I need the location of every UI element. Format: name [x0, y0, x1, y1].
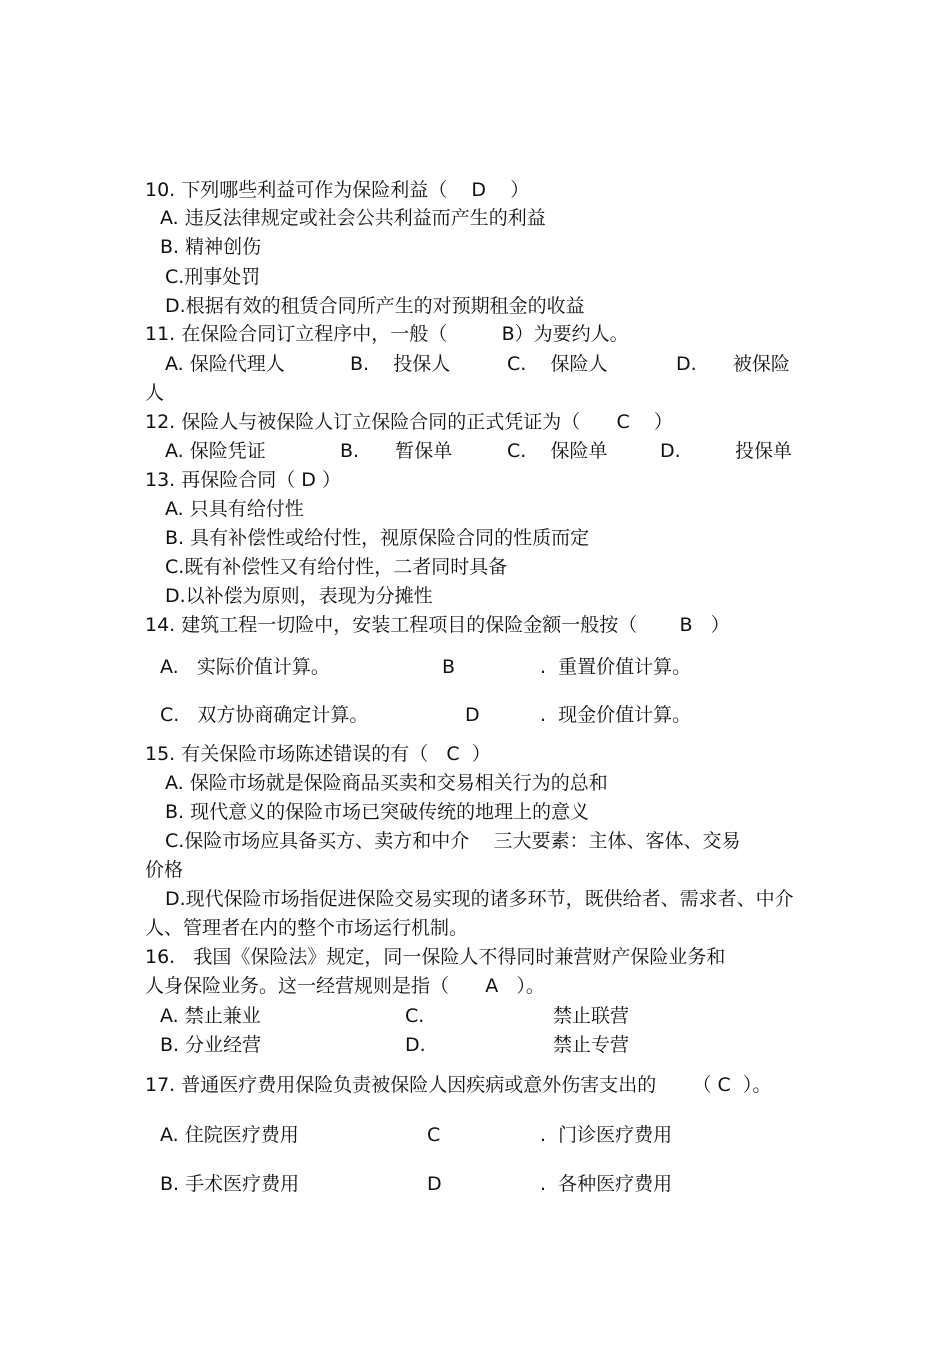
q10-option-c: C.刑事处罚	[165, 266, 261, 288]
q13-option-a: A. 只具有给付性	[165, 498, 304, 520]
q16-stem-continuation: 人身保险业务。这一经营规则是指（ A ）。	[145, 975, 545, 997]
q14-option-d: . 现金价值计算。	[540, 704, 692, 726]
q17-option-d: . 各种医疗费用	[540, 1173, 673, 1195]
q10-option-d: D.根据有效的租赁合同所产生的对预期租金的收益	[165, 295, 585, 317]
q17-option-c: . 门诊医疗费用	[540, 1124, 673, 1146]
q12-option-c: C. 保险单	[507, 440, 608, 462]
q13-option-d: D.以补偿为原则，表现为分摊性	[165, 585, 433, 607]
q16-option-d-letter: D.	[405, 1034, 426, 1056]
q12-option-a: A. 保险凭证	[165, 440, 266, 462]
q16-option-a: A. 禁止兼业	[160, 1005, 261, 1027]
q15-option-a: A. 保险市场就是保险商品买卖和交易相关行为的总和	[165, 772, 608, 794]
q11-option-c: C. 保险人	[507, 353, 608, 375]
q11-option-a: A. 保险代理人	[165, 353, 285, 375]
q10-option-b: B. 精神创伤	[160, 236, 262, 258]
q12-option-b: B. 暂保单	[340, 440, 453, 462]
q17-option-a: A. 住院医疗费用	[160, 1124, 299, 1146]
q15-option-c-continuation: 价格	[145, 859, 184, 881]
q11-option-d: D. 被保险	[676, 353, 790, 375]
q17-option-b: B. 手术医疗费用	[160, 1173, 300, 1195]
q14-option-b-letter: B	[442, 656, 456, 678]
q10-option-a: A. 违反法律规定或社会公共利益而产生的利益	[160, 207, 546, 229]
q15-stem: 15. 有关保险市场陈述错误的有（ C ）	[145, 743, 491, 765]
q13-option-c: C.既有补偿性又有给付性，二者同时具备	[165, 556, 508, 578]
q14-option-a: A. 实际价值计算。	[160, 656, 330, 678]
q14-option-c: C. 双方协商确定计算。	[160, 704, 369, 726]
q14-stem: 14. 建筑工程一切险中，安装工程项目的保险金额一般按（ B ）	[145, 614, 730, 636]
q16-option-b: B. 分业经营	[160, 1034, 262, 1056]
q11-option-b: B. 投保人	[350, 353, 451, 375]
q11-option-d-continuation: 人	[145, 382, 165, 404]
q14-option-d-letter: D	[465, 704, 480, 726]
q13-stem: 13. 再保险合同（ D ）	[145, 469, 341, 491]
q16-option-d: 禁止专营	[553, 1034, 630, 1056]
q17-option-c-letter: C	[427, 1124, 441, 1146]
q12-stem: 12. 保险人与被保险人订立保险合同的正式凭证为（ C ）	[145, 411, 673, 433]
q17-option-d-letter: D	[427, 1173, 442, 1195]
q15-option-d-continuation: 人、管理者在内的整个市场运行机制。	[145, 917, 469, 939]
q12-option-d: D. 投保单	[660, 440, 793, 462]
q11-stem: 11. 在保险合同订立程序中，一般（ B）为要约人。	[145, 323, 629, 345]
q16-option-c-letter: C.	[405, 1005, 425, 1027]
q15-option-b: B. 现代意义的保险市场已突破传统的地理上的意义	[165, 801, 590, 823]
q15-option-d: D.现代保险市场指促进保险交易实现的诸多环节，既供给者、需求者、中介	[165, 888, 794, 910]
q14-option-b: . 重置价值计算。	[540, 656, 692, 678]
q10-stem: 10. 下列哪些利益可作为保险利益（ D ）	[145, 179, 530, 201]
q16-stem: 16. 我国《保险法》规定，同一保险人不得同时兼营财产保险业务和	[145, 946, 726, 968]
q16-option-c: 禁止联营	[553, 1005, 630, 1027]
q13-option-b: B. 具有补偿性或给付性，视原保险合同的性质而定	[165, 527, 590, 549]
q15-option-c: C.保险市场应具备买方、卖方和中介 三大要素：主体、客体、交易	[165, 830, 741, 852]
q17-stem: 17. 普通医疗费用保险负责被保险人因疾病或意外伤害支出的 （ C ）。	[145, 1074, 772, 1096]
